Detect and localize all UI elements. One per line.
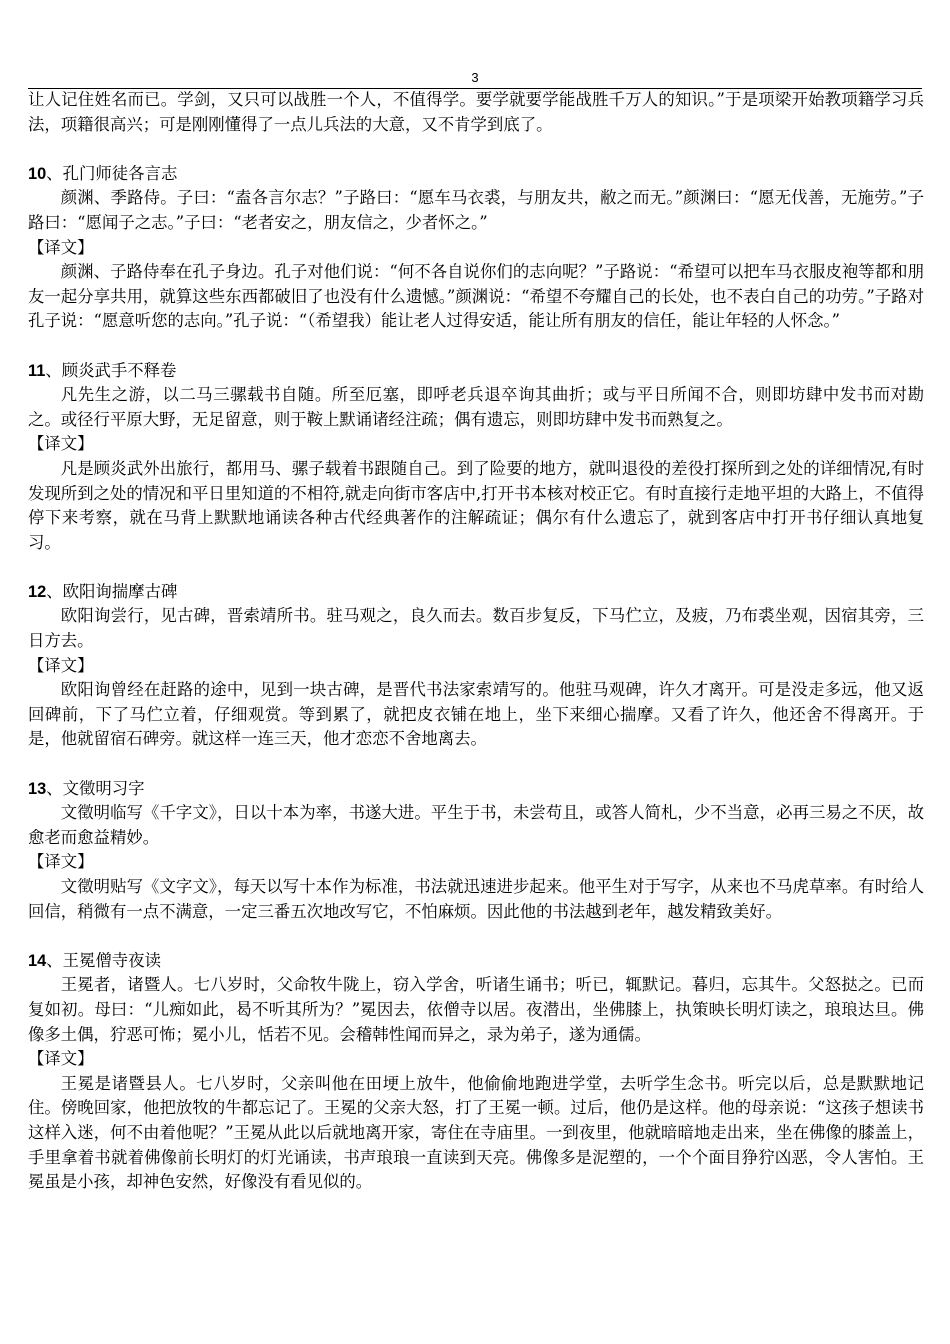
- section-title-text: 文徵明习字: [62, 778, 145, 798]
- section-separator: 、: [46, 581, 63, 601]
- section-number: 11: [28, 361, 46, 380]
- continuation-paragraph: 让人记住姓名而已。学剑，又只可以战胜一个人，不值得学。要学就要学能战胜千万人的知识。”于是项梁开始教项籍学习兵法，项籍很高兴；可是刚刚懂得了一点儿兵法的大意，又不肯学到底了。: [28, 90, 924, 134]
- section-13: [28, 777, 924, 925]
- section-title-text: 孔门师徒各言志: [62, 163, 178, 183]
- section-separator: 、: [46, 163, 63, 183]
- translation-label: 【译文】: [28, 655, 94, 675]
- section-number: 12: [28, 582, 47, 601]
- section-title: [28, 359, 924, 384]
- section-10: [28, 162, 924, 334]
- section-title: [28, 777, 924, 802]
- section-11: [28, 359, 924, 556]
- original-text: 颜渊、季路侍。子曰：“盍各言尔志？”子路曰：“愿车马衣裘，与朋友共，敝之而无。”颜渊曰：“愿无伐善，无施劳。”子路曰：“愿闻子之志。”子曰：“老者安之，朋友信之，少者怀之。”: [28, 188, 924, 232]
- section-12: [28, 580, 924, 752]
- translation-label: 【译文】: [28, 434, 94, 454]
- section-title: [28, 949, 924, 974]
- translation-label: 【译文】: [28, 852, 94, 872]
- section-title-text: 欧阳询揣摩古碑: [62, 581, 178, 601]
- translation-text: 凡是顾炎武外出旅行，都用马、骡子载着书跟随自己。到了险要的地方，就叫退役的差役打探所到之处的详细情况,有时发现所到之处的情况和平日里知道的不相符,就走向街市客店中,打开书本核对校正它。有时直接行走地平坦的大路上，不值得停下来考察，就在马背上默默地诵读各种古代经典著作的注解疏证；偶尔有什么遗忘了，就到客店中打开书仔细认真地复习。: [28, 458, 924, 552]
- original-text: 王冕者，诸暨人。七八岁时，父命牧牛陇上，窃入学舍，听诸生诵书；听已，辄默记。暮归，忘其牛。父怒挞之。已而复如初。母曰：“儿痴如此，曷不听其所为？”冕因去，依僧寺以居。夜潜出，坐佛膝上，执策映长明灯读之，琅琅达旦。佛像多土偶，狞恶可怖；冕小儿，恬若不见。会稽韩性闻而异之，录为弟子，遂为通儒。: [28, 975, 924, 1044]
- original-text: 欧阳询尝行，见古碑，晋索靖所书。驻马观之，良久而去。数百步复反，下马伫立，及疲，乃布裘坐观，因宿其旁，三日方去。: [28, 606, 924, 651]
- section-title: [28, 162, 924, 187]
- translation-label: 【译文】: [28, 237, 94, 257]
- section-title-text: 顾炎武手不释卷: [61, 360, 177, 380]
- translation-text: 欧阳询曾经在赶路的途中，见到一块古碑，是晋代书法家索靖写的。他驻马观碑，许久才离开。可是没走多远，他又返回碑前，下了马伫立着，仔细观赏。等到累了，就把皮衣铺在地上，坐下来细心揣摩。又看了许久，他还舍不得离开。于是，他就留宿石碑旁。就这样一连三天，他才恋恋不舍地离去。: [28, 680, 924, 749]
- page-content: [28, 88, 924, 1195]
- section-separator: 、: [46, 778, 63, 798]
- page-number: 3: [471, 70, 479, 85]
- original-text: 文徵明临写《千字文》，日以十本为率，书遂大进。平生于书，未尝苟且，或答人简札，少不当意，必再三易之不厌，故愈老而愈益精妙。: [28, 803, 924, 847]
- section-number: 10: [28, 164, 47, 183]
- translation-label: 【译文】: [28, 1049, 94, 1069]
- section-title: [28, 580, 924, 605]
- translation-text: 颜渊、子路侍奉在孔子身边。孔子对他们说：“何不各自说你们的志向呢？”子路说：“希望可以把车马衣服皮袍等都和朋友一起分享共用，就算这些东西都破旧了也没有什么遗憾。”颜渊说：“希望不夸耀自己的长处，也不表白自己的功劳。”子路对孔子说：“愿意听您的志向。”孔子说：“（希望我）能让老人过得安适，能让所有朋友的信任，能让年轻的人怀念。”: [28, 262, 924, 331]
- section-number: 14: [28, 951, 47, 970]
- section-separator: 、: [45, 360, 62, 380]
- section-number: 13: [28, 779, 47, 798]
- translation-text: 王冕是诸暨县人。七八岁时，父亲叫他在田埂上放牛，他偷偷地跑进学堂，去听学生念书。听完以后，总是默默地记住。傍晚回家，他把放牧的牛都忘记了。王冕的父亲大怒，打了王冕一顿。过后，他仍是这样。他的母亲说：“这孩子想读书这样入迷，何不由着他呢？”王冕从此以后就地离开家，寄住在寺庙里。一到夜里，他就暗暗地走出来，坐在佛像的膝盖上，手里拿着书就着佛像前长明灯的灯光诵读，书声琅琅一直读到天亮。佛像多是泥塑的，一个个面目狰狞凶恶，令人害怕。王冕虽是小孩，却神色安然，好像没有看见似的。: [28, 1073, 924, 1192]
- translation-text: 文徵明贴写《文字文》，每天以写十本作为标准，书法就迅速进步起来。他平生对于写字，从来也不马虎草率。有时给人回信，稍微有一点不满意，一定三番五次地改写它，不怕麻烦。因此他的书法越到老年，越发精致美好。: [28, 877, 924, 921]
- original-text: 凡先生之游，以二马三骡载书自随。所至厄塞，即呼老兵退卒询其曲折；或与平日所闻不合，则即坊肆中发书而对勘之。或径行平原大野，无足留意，则于鞍上默诵诸经注疏；偶有遗忘，则即坊肆中发书而熟复之。: [28, 385, 924, 429]
- section-14: [28, 949, 924, 1195]
- section-separator: 、: [46, 950, 63, 970]
- section-title-text: 王冕僧寺夜读: [62, 950, 161, 970]
